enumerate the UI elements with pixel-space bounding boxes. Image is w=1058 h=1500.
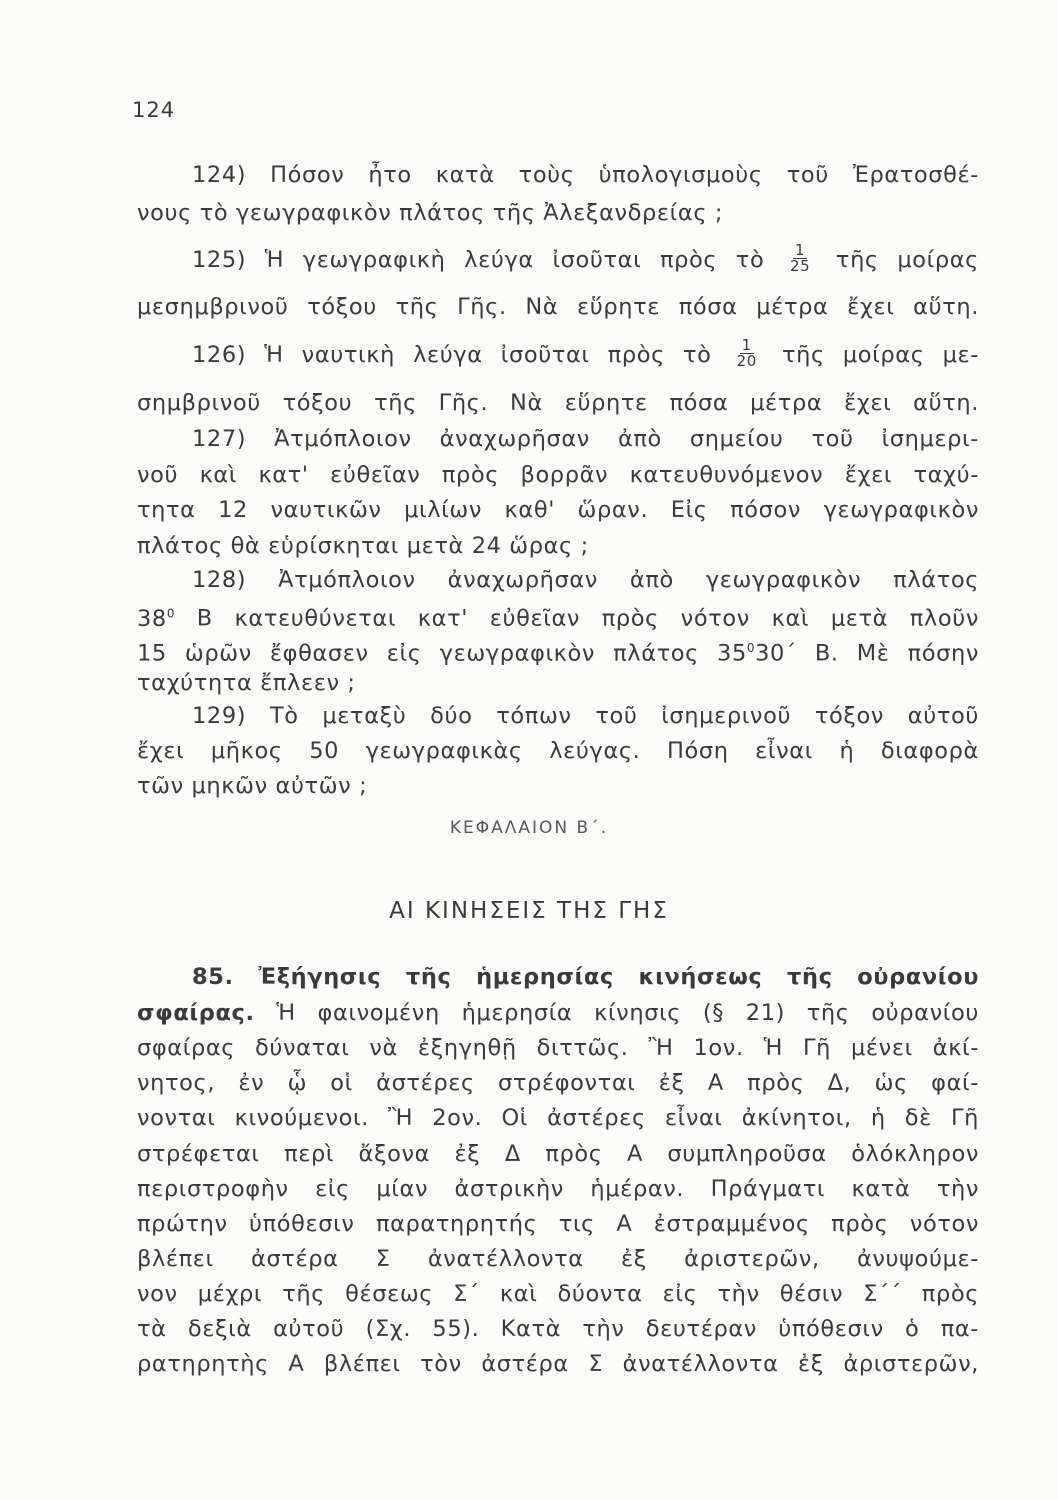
exercise-125-fraction — [789, 243, 811, 274]
exercise-126-text-b: τῆς μοίρας με- — [782, 342, 979, 368]
exercise-128-line-3 — [137, 633, 979, 669]
section-85-text: Ἡ φαινομένη ἡμερησία κίνησις (§ 21) τῆς οὐρανίου — [254, 1000, 979, 1026]
exercise-128-text-a: 15 ὡρῶν ἔφθασεν εἰς γεωγραφικὸν πλάτος 35 — [137, 640, 747, 667]
section-85-line-7: περιστροφὴν εἰς μίαν ἀστρικὴν ἡμέραν. Πράγματι κατὰ τὴν — [137, 1176, 979, 1202]
section-85-line-11: τὰ δεξιὰ αὐτοῦ (Σχ. 55). Κατὰ τὴν δευτέραν ὑπόθεσιν ὁ πα- — [137, 1316, 979, 1342]
exercise-124-line-1: 124) Πόσον ἦτο κατὰ τοὺς ὑπολογισμοὺς τοῦ Ἐρατοσθέ- — [192, 162, 979, 188]
section-85-line-5: νονται κινούμενοι. Ἢ 2ον. Οἱ ἀστέρες εἶναι ἀκίνητοι, ἡ δὲ Γῆ — [137, 1105, 979, 1131]
exercise-128-line-2 — [137, 598, 979, 634]
exercise-129-line-3: τῶν μηκῶν αὐτῶν ; — [137, 773, 368, 799]
exercise-128-degrees — [137, 606, 175, 632]
exercise-126-line-2: σημβρινοῦ τόξου τῆς Γῆς. Νὰ εὕρητε πόσα μέτρα ἔχει αὕτη. — [137, 390, 979, 416]
section-85-line-4: νητος, ἐν ᾧ οἱ ἀστέρες στρέφονται ἐξ Α πρὸς Δ, ὡς φαί- — [137, 1070, 979, 1096]
exercise-124-line-2: νους τὸ γεωγραφικὸν πλάτος τῆς Ἀλεξανδρείας ; — [137, 200, 724, 226]
degree-value: 38 — [137, 605, 167, 632]
fraction-denominator: 20 — [736, 352, 757, 370]
section-85-line-8: πρώτην ὑπόθεσιν παρατηρητής τις Α ἐστραμμένος πρὸς νότον — [137, 1211, 979, 1237]
exercise-125-line-1 — [192, 241, 979, 276]
exercise-128-text-b: 30΄ Β. Μὲ πόσην — [755, 640, 979, 667]
section-85-line-1: 85. Ἐξήγησις τῆς ἡμερησίας κινήσεως τῆς οὐρανίου — [192, 964, 979, 990]
chapter-title: ΑΙ ΚΙΝΗΣΕΙΣ ΤΗΣ ΓΗΣ — [389, 898, 669, 924]
exercise-129-line-2: ἔχει μῆκος 50 γεωγραφικὰς λεύγας. Πόση εἶναι ἡ διαφορὰ — [137, 738, 979, 764]
exercise-129-line-1: 129) Τὸ μεταξὺ δύο τόπων τοῦ ἰσημερινοῦ τόξον αὐτοῦ — [192, 703, 979, 729]
fraction-numerator: 1 — [795, 241, 806, 259]
degree-sign: 0 — [166, 606, 176, 620]
exercise-125-text-a: 125) Ἡ γεωγραφικὴ λεύγα ἰσοῦται πρὸς τὸ — [192, 247, 765, 273]
exercise-127-line-3: τητα 12 ναυτικῶν μιλίων καθ' ὥραν. Εἰς πόσον γεωγραφικὸν — [137, 497, 979, 523]
exercise-126-line-1 — [192, 336, 979, 371]
exercise-125-line-2: μεσημβρινοῦ τόξου τῆς Γῆς. Νὰ εὕρητε πόσα μέτρα ἔχει αὕτη. — [137, 294, 979, 320]
exercise-128-line-1: 128) Ἀτμόπλοιον ἀναχωρῆσαν ἀπὸ γεωγραφικὸν πλάτος — [192, 567, 979, 593]
section-85-line-10: νον μέχρι τῆς θέσεως Σ΄ καὶ δύοντα εἰς τὴν θέσιν Σ΄΄ πρὸς — [137, 1281, 979, 1307]
chapter-label: ΚΕΦΑΛΑΙΟΝ Β΄. — [449, 818, 609, 838]
section-85-heading-end: σφαίρας. — [137, 1000, 255, 1026]
exercise-126-text-a: 126) Ἡ ναυτικὴ λεύγα ἰσοῦται πρὸς τὸ — [192, 342, 712, 368]
exercise-128-text: Β κατευθύνεται κατ' εὐθεῖαν πρὸς νότον καὶ μετὰ πλοῦν — [175, 605, 979, 632]
degree-sign: 0 — [746, 641, 756, 655]
section-85-line-12: ρατηρητὴς Α βλέπει τὸν ἀστέρα Σ ἀνατέλλοντα ἐξ ἀριστερῶν, — [137, 1351, 979, 1377]
section-85-line-2 — [137, 998, 979, 1028]
section-85-line-6: στρέφεται περὶ ἄξονα ἐξ Δ πρὸς Α συμπληροῦσα ὁλόκληρον — [137, 1141, 979, 1167]
exercise-128-line-4: ταχύτητα ἔπλεεν ; — [137, 670, 356, 696]
section-85-line-9: βλέπει ἀστέρα Σ ἀνατέλλοντα ἐξ ἀριστερῶν, ἀνυψούμε- — [137, 1246, 979, 1272]
exercise-127-line-4: πλάτος θὰ εὑρίσκηται μετὰ 24 ὥρας ; — [137, 533, 589, 559]
fraction-denominator: 25 — [789, 257, 811, 275]
exercise-127-line-2: νοῦ καὶ κατ' εὐθεῖαν πρὸς βορρᾶν κατευθυνόμενον ἔχει ταχύ- — [137, 462, 979, 488]
fraction-numerator: 1 — [741, 336, 752, 354]
page-number: 124 — [132, 98, 176, 122]
section-85-line-3: σφαίρας δύναται νὰ ἐξηγηθῇ διττῶς. Ἢ 1ον. Ἡ Γῆ μένει ἀκί- — [137, 1035, 979, 1061]
exercise-126-fraction — [736, 338, 758, 369]
exercise-125-text-b: τῆς μοίρας — [835, 247, 979, 273]
exercise-127-line-1: 127) Ἀτμόπλοιον ἀναχωρῆσαν ἀπὸ σημείου τοῦ ἰσημερι- — [192, 426, 979, 452]
